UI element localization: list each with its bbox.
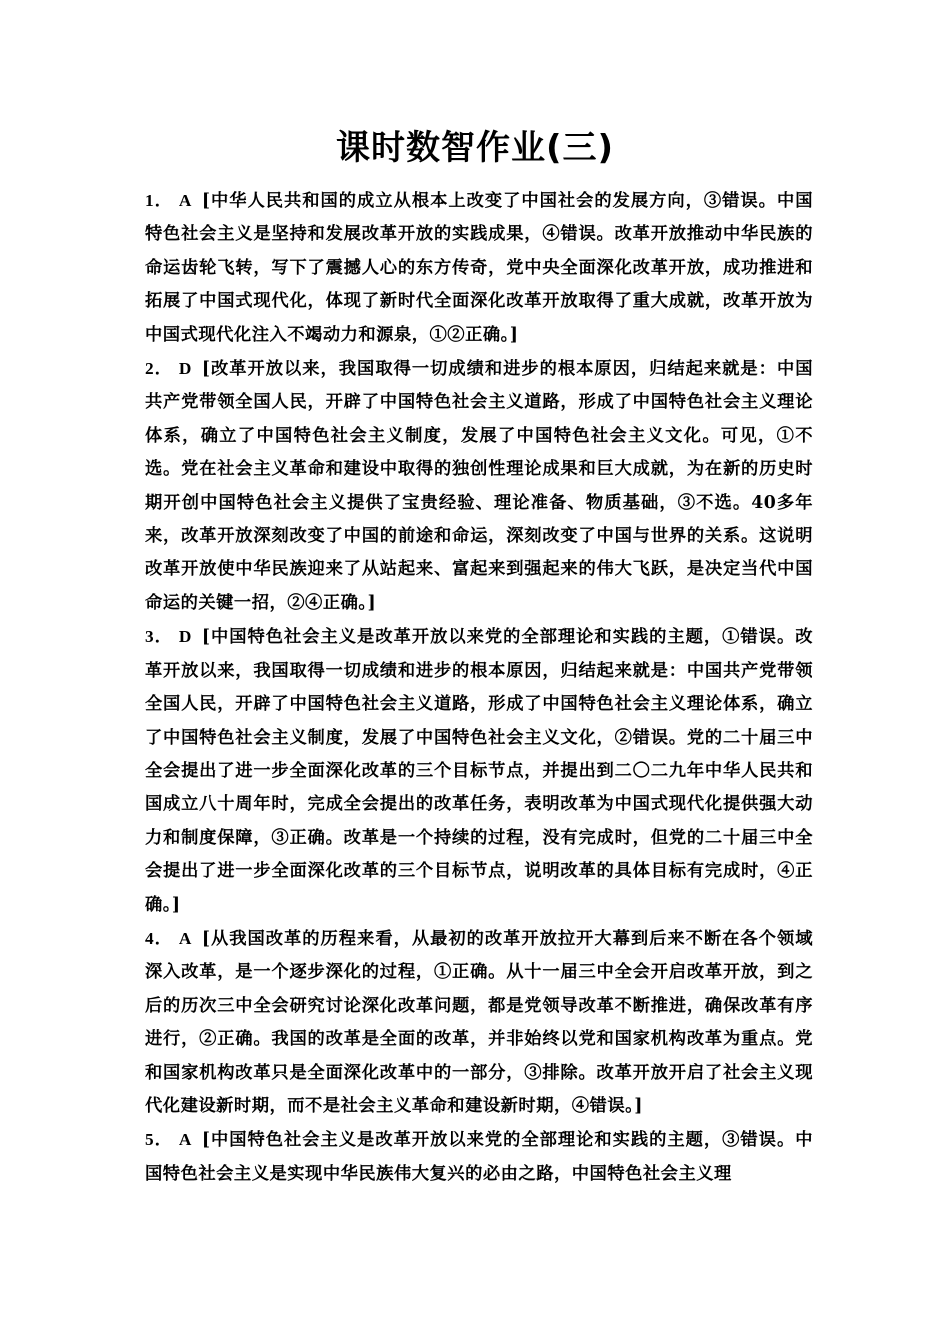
answer-number: 3． [145,627,173,647]
answer-item-2 [145,352,813,620]
answer-key: A [178,928,192,948]
answer-number: 2． [145,359,173,379]
answer-list [145,184,813,1191]
answer-key: A [178,191,192,210]
answer-number: 1． [145,191,173,210]
answer-item-4 [145,922,813,1123]
answer-number: 5． [145,1130,173,1150]
answer-explanation: [改革开放以来，我国取得一切成绩和进步的根本原因，归结起来就是：中国共产党带领全国人民，开辟了中国特色社会主义道路，形成了中国特色社会主义理论体系，确立了中国特色社会主义制度，发展了中国特色社会主义文化。可见，①不选。党在社会主义革命和建设中取得的独创性理论成果和巨大成就，为在新的历史时期开创中国特色社会主义提供了宝贵经验、理论准备、物质基础，③不选。40多年来，改革开放深刻改变了中国的前途和命运，深刻改变了中国与世界的关系。这说明改革开放使中华民族迎来了从站起来、富起来到强起来的伟大飞跃，是决定当代中国命运的关键一招，②④正确。] [145,359,813,613]
answer-key: D [178,359,192,379]
answer-explanation: [中华人民共和国的成立从根本上改变了中国社会的发展方向，③错误。中国特色社会主义是坚持和发展改革开放的实践成果，④错误。改革开放推动中华民族的命运齿轮飞转，写下了震撼人心的东方传奇，党中央全面深化改革开放，成功推进和拓展了中国式现代化，体现了新时代全面深化改革开放取得了重大成就，改革开放为中国式现代化注入不竭动力和源泉，①②正确。] [145,191,813,345]
answer-item-5 [145,1123,813,1191]
answer-explanation: [中国特色社会主义是改革开放以来党的全部理论和实践的主题，③错误。中国特色社会主义是实现中华民族伟大复兴的必由之路，中国特色社会主义理 [145,1130,813,1184]
answer-item-3 [145,620,813,922]
answer-number: 4． [145,928,173,948]
answer-item-1 [145,184,813,352]
answer-explanation: [从我国改革的历程来看，从最初的改革开放拉开大幕到后来不断在各个领域深入改革，是一个逐步深化的过程，①正确。从十一届三中全会开启改革开放，到之后的历次三中全会研究讨论深化改革问题，都是党领导改革不断推进，确保改革有序进行，②正确。我国的改革是全面的改革，并非始终以党和国家机构改革为重点。党和国家机构改革只是全面深化改革中的一部分，③排除。改革开放开启了社会主义现代化建设新时期，而不是社会主义革命和建设新时期，④错误。] [145,928,813,1116]
answer-key: D [178,627,192,647]
answer-key: A [178,1130,192,1150]
page-title: 课时数智作业(三) [335,128,615,168]
answer-explanation: [中国特色社会主义是改革开放以来党的全部理论和实践的主题，①错误。改革开放以来，我国取得一切成绩和进步的根本原因，归结起来就是：中国共产党带领全国人民，开辟了中国特色社会主义道路，形成了中国特色社会主义理论体系，确立了中国特色社会主义制度，发展了中国特色社会主义文化，②错误。党的二十届三中全会提出了进一步全面深化改革的三个目标节点，并提出到二〇二九年中华人民共和国成立八十周年时，完成全会提出的改革任务，表明改革为中国式现代化提供强大动力和制度保障，③正确。改革是一个持续的过程，没有完成时，但党的二十届三中全会提出了进一步全面深化改革的三个目标节点，说明改革的具体目标有完成时，④正确。] [145,627,813,915]
